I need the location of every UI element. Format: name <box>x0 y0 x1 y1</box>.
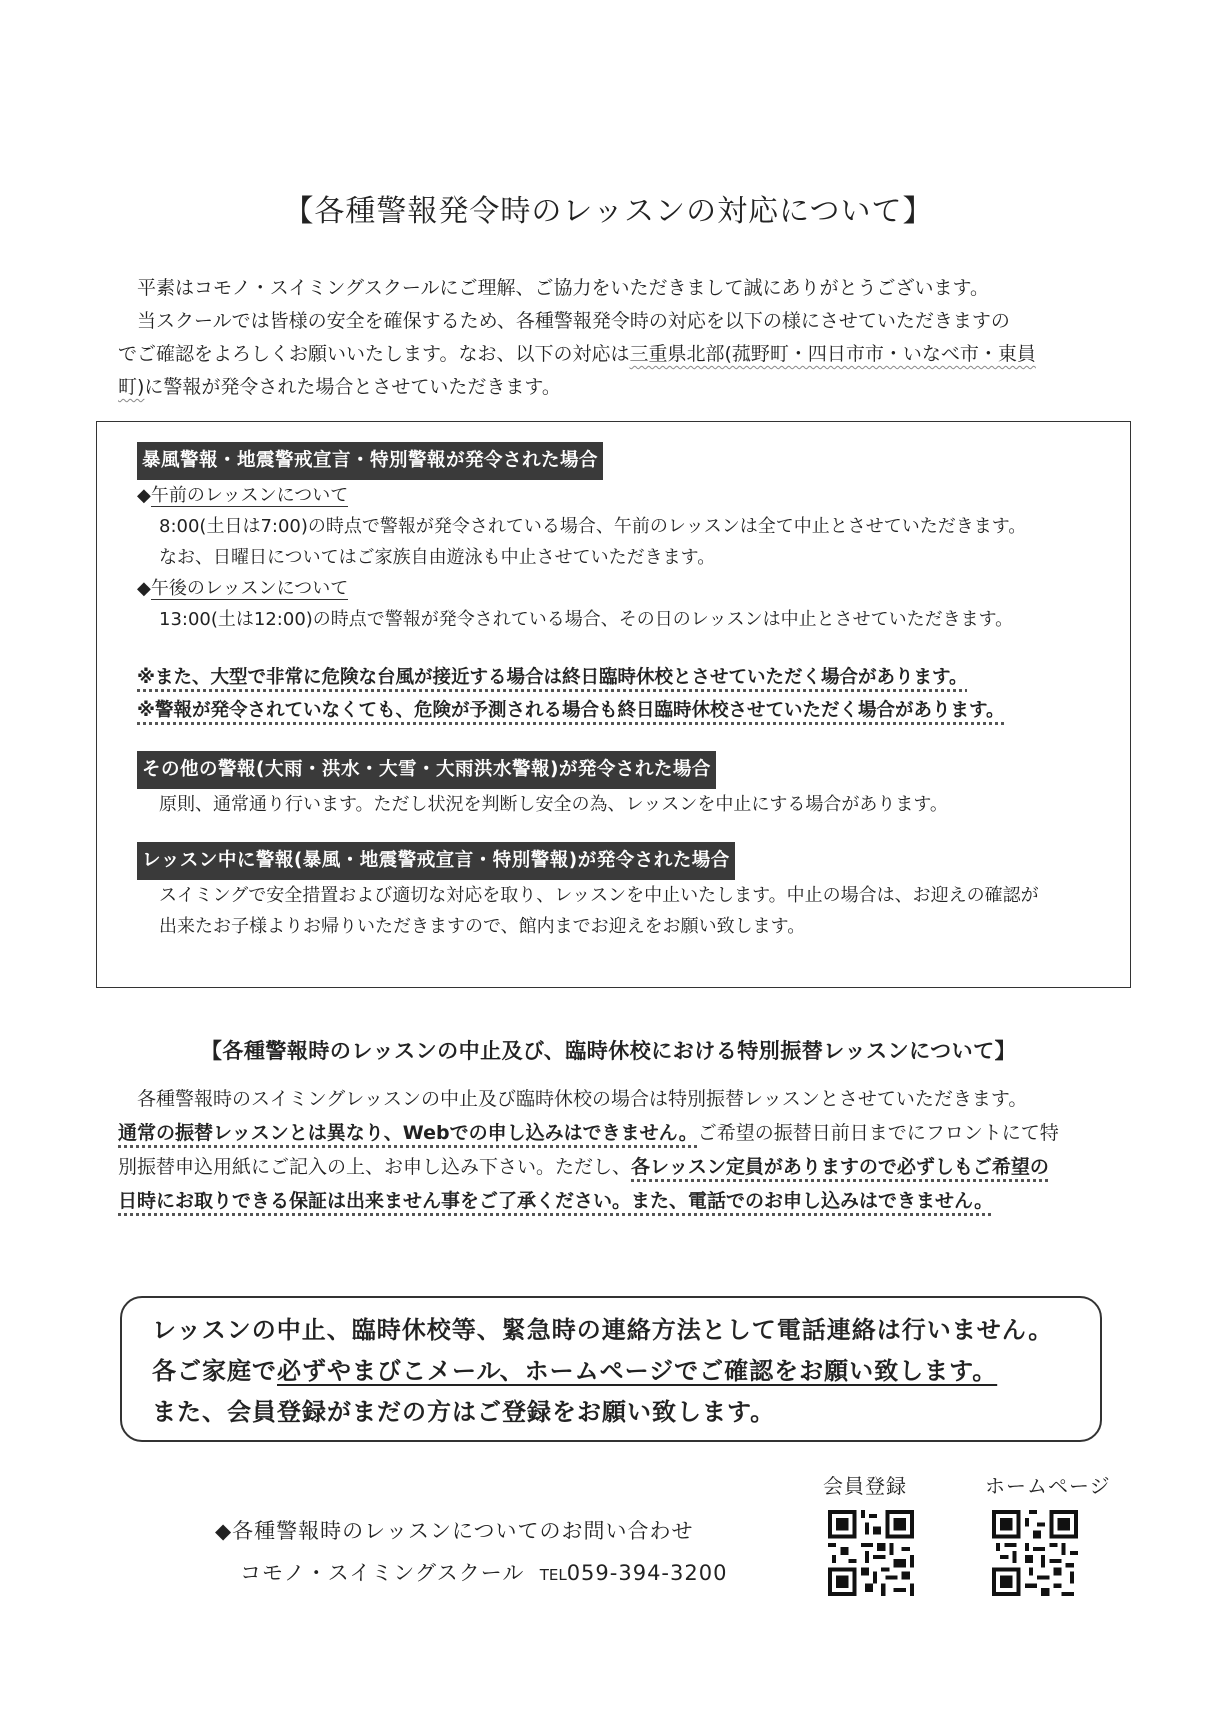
am-text: 8:00(土日は7:00)の時点で警報が発令されている場合、午前のレッスンは全て中止とさせていただきます。 <box>159 516 1027 537</box>
diamond-icon: ◆ <box>137 578 151 599</box>
section-title-makeup: 【各種警報時のレッスンの中止及び、臨時休校における特別振替レッスンについて】 <box>200 1039 1017 1063</box>
risk-note: ※警報が発令されていなくても、危険が予測される場合も終日臨時休校させていただく場合があります。 <box>137 700 1005 721</box>
pm-text: 13:00(土は12:00)の時点で警報が発令されている場合、その日のレッスンは中止とさせていただきます。 <box>159 609 1014 630</box>
pm-subheading: ◆午後のレッスンについて <box>137 578 349 599</box>
makeup-paragraph: 各種警報時のスイミングレッスンの中止及び臨時休校の場合は特別振替レッスンとさせていただきます。 通常の振替レッスンとは異なり、Webでの申し込みはできません。ご希望の振替日前日までにフロントにて特 別振替申込用紙にご記入の上、お申し込み下さい。ただし、各レッスン定員がありますので必ずしもご希望の 日時にお取りできる保証は出来ません事をご了承ください。また、電話でのお申し込みはできません。 <box>118 1088 1059 1212</box>
inquiry-heading: ◆各種警報時のレッスンについてのお問い合わせ <box>215 1519 694 1543</box>
inquiry-block <box>215 1510 727 1596</box>
intro-line: でご確認をよろしくお願いいたします。なお、以下の対応は三重県北部(菰野町・四日市市・いなべ市・東員 <box>118 343 1036 365</box>
intro-paragraph <box>118 272 1118 404</box>
typhoon-note: ※また、大型で非常に危険な台風が接近する場合は終日臨時休校とさせていただく場合があります。 <box>137 667 968 688</box>
qr-member-label: 会員登録 <box>823 1474 907 1498</box>
policy-box <box>96 421 1131 988</box>
section-header-other: その他の警報(大雨・洪水・大雪・大雨洪水警報)が発令された場合 <box>137 751 716 789</box>
page-title: 【各種警報発令時のレッスンの対応について】 <box>283 194 934 229</box>
section-header-storm: 暴風警報・地震警戒宣言・特別警報が発令された場合 <box>137 442 603 480</box>
during-text: スイミングで安全措置および適切な対応を取り、レッスンを中止いたします。中止の場合は、お迎えの確認が <box>159 885 1039 906</box>
intro-line: 当スクールでは皆様の安全を確保するため、各種警報発令時の対応を以下の様にさせていただきますの <box>137 310 1010 332</box>
no-web-notice: 通常の振替レッスンとは異なり、Webでの申し込みはできません。 <box>118 1122 698 1144</box>
target-area: 三重県北部(菰野町・四日市市・いなべ市・東員 <box>629 343 1036 365</box>
intro-line: 町)に警報が発令された場合とさせていただきます。 <box>118 376 561 398</box>
qr-code-homepage-icon[interactable] <box>992 1510 1078 1596</box>
phone-number[interactable]: 059-394-3200 <box>566 1561 728 1585</box>
qr-code-member-icon[interactable] <box>828 1510 914 1596</box>
intro-line: 平素はコモノ・スイミングスクールにご理解、ご協力をいただきまして誠にありがとうございます。 <box>137 277 989 299</box>
am-text: なお、日曜日についてはご家族自由遊泳も中止させていただきます。 <box>159 547 716 568</box>
qr-homepage-label: ホームページ <box>985 1474 1111 1498</box>
section-header-during: レッスン中に警報(暴風・地震警戒宣言・特別警報)が発令された場合 <box>137 842 735 880</box>
other-text: 原則、通常通り行います。ただし状況を判断し安全の為、レッスンを中止にする場合があります。 <box>159 794 948 815</box>
inquiry-contact: コモノ・スイミングスクール TEL059-394-3200 <box>240 1561 728 1585</box>
am-subheading: ◆午前のレッスンについて <box>137 485 349 506</box>
during-text: 出来たお子様よりお帰りいただきますので、館内までお迎えをお願い致します。 <box>159 916 806 937</box>
contact-notice-box: レッスンの中止、臨時休校等、緊急時の連絡方法として電話連絡は行いません。 各ご家庭で必ずやまびこメール、ホームページでご確認をお願い致します。 また、会員登録がまだの方はご登録をお願い致します。 <box>120 1296 1102 1442</box>
diamond-icon: ◆ <box>137 485 151 506</box>
